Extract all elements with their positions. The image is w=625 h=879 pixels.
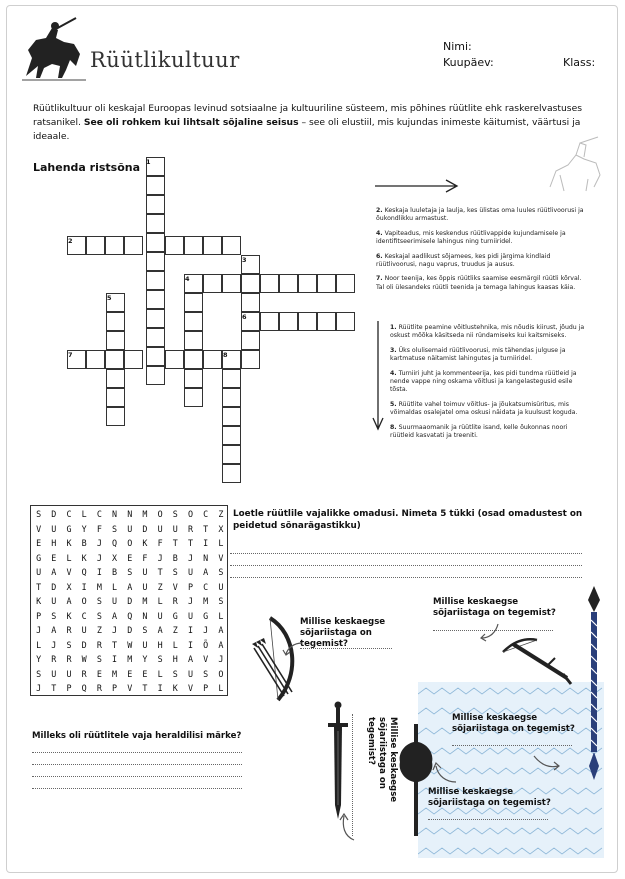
wordsearch-letter[interactable]: K: [66, 610, 72, 621]
intro-paragraph: [33, 102, 593, 144]
clue-item: 6. Keskajal aadlikust sõjamees, kes pidi järgima kindlaid rüütlivoorusi, nagu vaprus, truudus ja ausus.: [376, 252, 551, 269]
wordsearch-letter[interactable]: R: [51, 654, 57, 664]
wordsearch-letter[interactable]: U: [157, 610, 163, 621]
wordsearch-letter[interactable]: S: [218, 596, 224, 606]
wordsearch-letter[interactable]: C: [81, 610, 87, 621]
wordsearch-letter[interactable]: T: [142, 683, 148, 693]
crossword-cell[interactable]: [203, 236, 222, 255]
wordsearch-letter[interactable]: A: [51, 625, 57, 635]
crossword-cell[interactable]: [106, 388, 125, 407]
clue-item: 7. Noor teenija, kes õppis rüütliks saamise eesmärgil rüütli kõrval. Tal oli ülesandeks rüütli teenida ja temaga lahingus kaasas käia.: [376, 275, 582, 291]
answer-line[interactable]: [230, 565, 582, 566]
wordsearch-letter[interactable]: U: [157, 523, 163, 534]
wordsearch-letter[interactable]: A: [127, 581, 133, 592]
wordsearch-letter[interactable]: W: [81, 654, 87, 664]
crossword-cell[interactable]: [260, 312, 279, 331]
curved-arrow-icon: [478, 622, 500, 642]
crossword-cell[interactable]: [222, 388, 241, 407]
wordsearch-letter[interactable]: I: [187, 639, 193, 650]
wordsearch-task: Loetle rüütlile vajalikke omadusi. Nimeta 5 tükki (osad omadustest on peidetud sõnarägastikku): [233, 509, 583, 531]
answer-line[interactable]: [300, 648, 392, 649]
wordsearch-row[interactable]: [31, 640, 229, 650]
wordsearch-letter[interactable]: V: [66, 567, 72, 577]
clue-item: 4. Turniiri juht ja kommenteerija, kes pidi tundma rüütleid ja nende vappe ning oskama võitlusi ja kangelastegusid esile tõsta.: [390, 369, 577, 394]
wordsearch-letter[interactable]: S: [96, 654, 102, 664]
wordsearch-letter[interactable]: L: [218, 610, 224, 621]
wordsearch-letter[interactable]: K: [142, 538, 148, 548]
wordsearch-letter[interactable]: O: [218, 668, 224, 679]
intro-text: Rüütlikultuur oli keskajal Euroopas levinud sotsiaalne ja kultuuriline süsteem, mis põhines rüütlite ehk raskerelvastuses ratsanikel.: [33, 103, 583, 128]
wordsearch-grid: [30, 505, 228, 696]
wordsearch-letter[interactable]: D: [142, 523, 148, 534]
wordsearch-letter[interactable]: V: [218, 552, 224, 563]
wordsearch-letter[interactable]: B: [172, 552, 178, 563]
wordsearch-letter[interactable]: V: [36, 523, 42, 534]
weapon-question: Millise keskaegse sõjariistaga on tegemist?: [428, 787, 551, 808]
wordsearch-letter[interactable]: U: [142, 567, 148, 577]
wordsearch-row[interactable]: [31, 509, 229, 519]
wordsearch-letter[interactable]: U: [51, 668, 57, 679]
crossword-cell[interactable]: [260, 274, 279, 293]
clue-item: 1. Rüütlite peamine võitlustehnika, mis nõudis kiirust, jõudu ja oskust mõõka käsitseda nii ründamiseks kui kaitsmiseks.: [390, 324, 585, 340]
wordsearch-letter[interactable]: S: [157, 654, 163, 664]
wordsearch-letter[interactable]: S: [127, 567, 133, 577]
answer-line[interactable]: [32, 788, 242, 789]
crossword-cell[interactable]: [222, 274, 241, 293]
crossword-cell[interactable]: [86, 350, 105, 369]
wordsearch-letter[interactable]: P: [203, 683, 209, 693]
page-title: Rüütlikultuur: [90, 48, 240, 72]
intro-bold-text: See oli rohkem kui lihtsalt sõjaline seisus: [83, 117, 299, 128]
arrow-down-icon: [371, 320, 385, 432]
wordsearch-letter[interactable]: C: [203, 581, 209, 592]
wordsearch-letter[interactable]: L: [112, 581, 118, 592]
answer-line[interactable]: [32, 752, 242, 753]
answer-line[interactable]: [230, 577, 582, 578]
wordsearch-letter[interactable]: S: [66, 639, 72, 650]
wordsearch-letter[interactable]: U: [112, 596, 118, 606]
wordsearch-row[interactable]: [31, 611, 229, 621]
clue-item: 8. Suurmaaomanik ja rüütlite isand, kelle õukonnas noori rüütleid kasvatati ja treeniti.: [390, 423, 568, 440]
crossword-cell[interactable]: [165, 236, 184, 255]
wordsearch-letter[interactable]: M: [112, 668, 118, 679]
wordsearch-letter[interactable]: X: [218, 523, 224, 534]
wordsearch-letter[interactable]: T: [187, 538, 193, 548]
crossword-cell[interactable]: [106, 331, 125, 350]
wordsearch-letter[interactable]: Y: [142, 654, 148, 664]
wordsearch-letter[interactable]: E: [51, 552, 57, 563]
wordsearch-letter[interactable]: G: [172, 610, 178, 621]
wordsearch-letter[interactable]: Z: [157, 581, 163, 592]
bow-and-arrows-icon: [248, 614, 308, 704]
wordsearch-letter[interactable]: T: [112, 639, 118, 650]
wordsearch-letter[interactable]: S: [96, 610, 102, 621]
wordsearch-letter[interactable]: Z: [218, 509, 224, 519]
wordsearch-letter[interactable]: J: [218, 654, 224, 664]
answer-line[interactable]: [452, 745, 572, 746]
crossword-cell[interactable]: [203, 350, 222, 369]
wordsearch-letter[interactable]: U: [81, 625, 87, 635]
wordsearch-letter[interactable]: I: [203, 538, 209, 548]
wordsearch-row[interactable]: [31, 625, 229, 635]
wordsearch-letter[interactable]: R: [81, 668, 87, 679]
wordsearch-letter[interactable]: T: [172, 538, 178, 548]
wordsearch-letter[interactable]: S: [36, 668, 42, 679]
wordsearch-letter[interactable]: A: [112, 610, 118, 621]
wordsearch-letter[interactable]: N: [127, 509, 133, 519]
clue-number: 2: [68, 237, 73, 245]
answer-line[interactable]: [32, 764, 242, 765]
crossword-cell[interactable]: [184, 388, 203, 407]
wordsearch-letter[interactable]: D: [81, 639, 87, 650]
crossword-cell[interactable]: [184, 331, 203, 350]
wordsearch-letter[interactable]: R: [66, 625, 72, 635]
crossword-cell[interactable]: [298, 274, 317, 293]
wordsearch-row[interactable]: [31, 582, 229, 592]
crossword-cell[interactable]: [184, 236, 203, 255]
wordsearch-letter[interactable]: T: [51, 683, 57, 693]
crossword-cell[interactable]: [203, 274, 222, 293]
wordsearch-row[interactable]: [31, 596, 229, 606]
wordsearch-letter[interactable]: P: [66, 683, 72, 693]
clue-item: 2. Keskaja luuletaja ja laulja, kes ülistas oma luules rüütlivoorusi ja õukondlikku armastust.: [376, 207, 584, 223]
wordsearch-letter[interactable]: Q: [127, 610, 133, 621]
crossword-cell[interactable]: [336, 312, 355, 331]
wordsearch-letter[interactable]: J: [96, 552, 102, 563]
crossword-cell[interactable]: [184, 293, 203, 312]
class-label: Klass:: [563, 56, 596, 69]
wordsearch-letter[interactable]: U: [66, 668, 72, 679]
wordsearch-letter[interactable]: I: [112, 654, 118, 664]
wordsearch-letter[interactable]: N: [142, 610, 148, 621]
clue-number: 1: [146, 158, 151, 166]
wordsearch-letter[interactable]: E: [36, 538, 42, 548]
wordsearch-letter[interactable]: I: [157, 683, 163, 693]
clue-number: 8: [223, 351, 228, 359]
crossword-cell[interactable]: [146, 252, 165, 271]
wordsearch-letter[interactable]: A: [203, 567, 209, 577]
wordsearch-letter[interactable]: D: [127, 625, 133, 635]
wordsearch-letter[interactable]: A: [66, 596, 72, 606]
crossword-cell[interactable]: [241, 331, 260, 350]
wordsearch-letter[interactable]: G: [66, 523, 72, 534]
wordsearch-row[interactable]: [31, 683, 229, 693]
crossword-cell[interactable]: [146, 347, 165, 366]
wordsearch-letter[interactable]: Q: [81, 567, 87, 577]
wordsearch-letter[interactable]: T: [203, 523, 209, 534]
crossword-cell[interactable]: [317, 312, 336, 331]
weapon-question: Millise keskaegse sõjariistaga on tegemist?: [300, 617, 386, 649]
crossword-cell[interactable]: [241, 350, 260, 369]
wordsearch-letter[interactable]: K: [66, 538, 72, 548]
crossword-cell[interactable]: [105, 350, 124, 369]
crossword-cell[interactable]: [279, 312, 298, 331]
wordsearch-letter[interactable]: S: [96, 596, 102, 606]
crossword-cell[interactable]: [146, 195, 165, 214]
crossword-cell[interactable]: [279, 274, 298, 293]
crossbow-icon: [497, 630, 577, 692]
answer-line[interactable]: [32, 776, 242, 777]
wordsearch-letter[interactable]: R: [172, 596, 178, 606]
down-clues: [390, 324, 590, 446]
wordsearch-letter[interactable]: D: [51, 509, 57, 519]
wordsearch-letter[interactable]: J: [157, 552, 163, 563]
crossword-cell[interactable]: [222, 236, 241, 255]
sword-icon: [327, 701, 349, 821]
wordsearch-letter[interactable]: D: [127, 596, 133, 606]
wordsearch-letter[interactable]: J: [51, 639, 57, 650]
crossword-cell[interactable]: [146, 176, 165, 195]
wordsearch-letter[interactable]: L: [81, 509, 87, 519]
weapon-question: Millise keskaegse sõjariistaga on tegemist?: [433, 597, 556, 618]
wordsearch-letter[interactable]: S: [112, 523, 118, 534]
wordsearch-letter[interactable]: F: [96, 523, 102, 534]
wordsearch-letter[interactable]: N: [203, 552, 209, 563]
curved-arrow-icon: [338, 812, 358, 842]
wordsearch-letter[interactable]: H: [51, 538, 57, 548]
wordsearch-letter[interactable]: U: [51, 523, 57, 534]
heraldry-question: Milleks oli rüütlitele vaja heraldilisi märke?: [32, 731, 242, 741]
crossword-cell[interactable]: [241, 274, 260, 293]
crossword-cell[interactable]: [105, 236, 124, 255]
wordsearch-letter[interactable]: S: [142, 625, 148, 635]
wordsearch-letter[interactable]: P: [36, 610, 42, 621]
crossword-cell[interactable]: [146, 290, 165, 309]
crossword-heading: Lahenda ristsõna: [33, 161, 141, 174]
wordsearch-letter[interactable]: M: [127, 654, 133, 664]
wordsearch-letter[interactable]: T: [157, 567, 163, 577]
wordsearch-letter[interactable]: C: [203, 509, 209, 519]
wordsearch-letter[interactable]: J: [187, 596, 193, 606]
wordsearch-letter[interactable]: P: [112, 683, 118, 693]
knight-sketch-icon: [540, 135, 608, 195]
wordsearch-letter[interactable]: T: [36, 581, 42, 592]
wordsearch-letter[interactable]: Õ: [203, 639, 209, 650]
wordsearch-letter[interactable]: X: [66, 581, 72, 592]
wordsearch-letter[interactable]: L: [157, 596, 163, 606]
wordsearch-letter[interactable]: V: [127, 683, 133, 693]
wordsearch-letter[interactable]: B: [81, 538, 87, 548]
wordsearch-letter[interactable]: S: [172, 509, 178, 519]
crossword-cell[interactable]: [336, 274, 355, 293]
crossword-cell[interactable]: [222, 445, 241, 464]
wordsearch-letter[interactable]: P: [187, 581, 193, 592]
clue-number: 5: [107, 294, 112, 302]
knight-on-horse-icon: [18, 14, 90, 84]
wordsearch-letter[interactable]: E: [127, 668, 133, 679]
wordsearch-letter[interactable]: M: [203, 596, 209, 606]
wordsearch-letter[interactable]: M: [142, 509, 148, 519]
wordsearch-row[interactable]: [31, 538, 229, 548]
wordsearch-letter[interactable]: V: [172, 581, 178, 592]
crossword-cell[interactable]: [184, 350, 203, 369]
crossword-cell[interactable]: [124, 350, 143, 369]
curved-arrow-icon: [432, 760, 458, 784]
wordsearch-letter[interactable]: I: [187, 625, 193, 635]
wordsearch-letter[interactable]: R: [96, 683, 102, 693]
wordsearch-letter[interactable]: Q: [81, 683, 87, 693]
crossword-cell[interactable]: [184, 369, 203, 388]
wordsearch-letter[interactable]: G: [203, 610, 209, 621]
wordsearch-letter[interactable]: L: [172, 639, 178, 650]
weapon-question: Millise keskaegse sõjariistaga on tegemist?: [452, 713, 575, 734]
wordsearch-letter[interactable]: L: [218, 683, 224, 693]
crossword-cell[interactable]: [146, 309, 165, 328]
wordsearch-letter[interactable]: A: [218, 625, 224, 635]
clue-item: 4. Vapiteadus, mis keskendus rüütlivappide kujundamisele ja identifitseerimisele lahingus ning turniiridel.: [376, 229, 566, 246]
wordsearch-letter[interactable]: J: [203, 625, 209, 635]
crossword-cell[interactable]: [241, 293, 260, 312]
wordsearch-letter[interactable]: N: [112, 509, 118, 519]
wordsearch-letter[interactable]: K: [172, 683, 178, 693]
wordsearch-letter[interactable]: L: [157, 668, 163, 679]
crossword-cell[interactable]: [317, 274, 336, 293]
wordsearch-letter[interactable]: S: [172, 668, 178, 679]
wordsearch-letter[interactable]: G: [36, 552, 42, 563]
crossword-cell[interactable]: [222, 369, 241, 388]
name-label: Nimi:: [443, 40, 472, 53]
wordsearch-letter[interactable]: S: [51, 610, 57, 621]
wordsearch-letter[interactable]: Z: [172, 625, 178, 635]
wordsearch-letter[interactable]: F: [142, 552, 148, 563]
spear-icon: [580, 586, 608, 782]
clue-number: 6: [242, 313, 247, 321]
crossword-cell[interactable]: [146, 233, 165, 252]
wordsearch-letter[interactable]: J: [36, 683, 42, 693]
crossword-cell[interactable]: [222, 407, 241, 426]
wordsearch-letter[interactable]: U: [187, 567, 193, 577]
wordsearch-letter[interactable]: U: [36, 567, 42, 577]
wordsearch-row[interactable]: [31, 669, 229, 679]
crossword-cell[interactable]: [146, 328, 165, 347]
clue-number: 4: [185, 275, 190, 283]
wordsearch-letter[interactable]: E: [96, 668, 102, 679]
clue-item: 5. Rüütlite vahel toimuv võitlus- ja jõukatsumisüritus, mis võimaldas osalejatel oma oskusi näidata ja kuulsust koguda.: [390, 400, 578, 417]
wordsearch-letter[interactable]: R: [187, 523, 193, 534]
wordsearch-letter[interactable]: H: [157, 639, 163, 650]
crossword-cell[interactable]: [146, 214, 165, 233]
wordsearch-letter[interactable]: V: [187, 683, 193, 693]
wordsearch-letter[interactable]: C: [66, 509, 72, 519]
wordsearch-letter[interactable]: E: [142, 668, 148, 679]
wordsearch-letter[interactable]: Z: [96, 625, 102, 635]
wordsearch-letter[interactable]: A: [218, 639, 224, 650]
wordsearch-letter[interactable]: U: [142, 581, 148, 592]
answer-line[interactable]: [428, 819, 548, 820]
wordsearch-letter[interactable]: R: [96, 639, 102, 650]
wordsearch-letter[interactable]: V: [203, 654, 209, 664]
wordsearch-letter[interactable]: I: [81, 581, 87, 592]
wordsearch-letter[interactable]: Y: [81, 523, 87, 534]
crossword-cell[interactable]: [124, 236, 143, 255]
wordsearch-letter[interactable]: A: [51, 567, 57, 577]
wordsearch-letter[interactable]: O: [127, 538, 133, 548]
weapon-question: Millise keskaegse sõjariistaga on tegemist?: [366, 717, 398, 803]
wordsearch-row[interactable]: [31, 567, 229, 577]
wordsearch-letter[interactable]: C: [96, 509, 102, 519]
crossword-cell[interactable]: [298, 312, 317, 331]
crossword-cell[interactable]: [165, 350, 184, 369]
date-label: Kuupäev:: [443, 56, 494, 69]
wordsearch-letter[interactable]: E: [127, 552, 133, 563]
wordsearch-letter[interactable]: W: [127, 639, 133, 650]
curved-arrow-icon: [282, 640, 304, 658]
wordsearch-letter[interactable]: J: [96, 538, 102, 548]
crossword-cell[interactable]: [222, 464, 241, 483]
wordsearch-letter[interactable]: O: [157, 509, 163, 519]
wordsearch-row[interactable]: [31, 654, 229, 664]
wordsearch-letter[interactable]: U: [142, 639, 148, 650]
wordsearch-letter[interactable]: A: [187, 654, 193, 664]
wordsearch-letter[interactable]: U: [187, 610, 193, 621]
crossword-cell[interactable]: [106, 407, 125, 426]
crossword-cell[interactable]: [86, 236, 105, 255]
wordsearch-row[interactable]: [31, 553, 229, 563]
crossword-cell[interactable]: [222, 426, 241, 445]
crossword-cell[interactable]: [146, 366, 165, 385]
arrow-right-icon: [374, 178, 460, 194]
wordsearch-letter[interactable]: J: [112, 625, 118, 635]
wordsearch-letter[interactable]: J: [187, 552, 193, 563]
wordsearch-letter[interactable]: I: [96, 567, 102, 577]
crossword-cell[interactable]: [184, 312, 203, 331]
crossword-cell[interactable]: [106, 312, 125, 331]
across-clues: [376, 207, 591, 298]
clue-item: 3. Üks olulisemaid rüütlivoorusi, mis tähendas julguse ja kartmatuse näitamist lahingutes ja turniiridel.: [390, 346, 566, 363]
wordsearch-letter[interactable]: J: [36, 625, 42, 635]
wordsearch-letter[interactable]: U: [218, 581, 224, 592]
wordsearch-letter[interactable]: K: [81, 552, 87, 563]
answer-line[interactable]: [230, 553, 582, 554]
wordsearch-letter[interactable]: S: [172, 567, 178, 577]
wordsearch-letter[interactable]: R: [66, 654, 72, 664]
crossword-cell[interactable]: [106, 369, 125, 388]
intro-text-end: – see oli elustiil, mis kujundas inimeste käitumist, väärtusi ja ideaale.: [33, 117, 581, 142]
wordsearch-letter[interactable]: S: [218, 567, 224, 577]
wordsearch-letter[interactable]: H: [172, 654, 178, 664]
wordsearch-letter[interactable]: D: [51, 581, 57, 592]
clue-number: 7: [68, 351, 73, 359]
wordsearch-letter[interactable]: X: [112, 552, 118, 563]
wordsearch-letter[interactable]: K: [36, 596, 42, 606]
wordsearch-letter[interactable]: O: [81, 596, 87, 606]
wordsearch-letter[interactable]: M: [142, 596, 148, 606]
wordsearch-letter[interactable]: L: [36, 639, 42, 650]
wordsearch-letter[interactable]: M: [96, 581, 102, 592]
wordsearch-letter[interactable]: B: [112, 567, 118, 577]
wordsearch-letter[interactable]: A: [157, 625, 163, 635]
wordsearch-letter[interactable]: U: [187, 668, 193, 679]
wordsearch-letter[interactable]: U: [51, 596, 57, 606]
wordsearch-letter[interactable]: U: [127, 523, 133, 534]
curved-arrow-icon: [532, 752, 562, 772]
wordsearch-letter[interactable]: Q: [112, 538, 118, 548]
wordsearch-letter[interactable]: S: [203, 668, 209, 679]
wordsearch-row[interactable]: [31, 524, 229, 534]
clue-number: 3: [242, 256, 247, 264]
wordsearch-letter[interactable]: F: [157, 538, 163, 548]
crossword-cell[interactable]: [146, 271, 165, 290]
wordsearch-letter[interactable]: L: [218, 538, 224, 548]
wordsearch-letter[interactable]: O: [187, 509, 193, 519]
wordsearch-letter[interactable]: Y: [36, 654, 42, 664]
wordsearch-letter[interactable]: U: [172, 523, 178, 534]
wordsearch-letter[interactable]: S: [36, 509, 42, 519]
wordsearch-letter[interactable]: L: [66, 552, 72, 563]
